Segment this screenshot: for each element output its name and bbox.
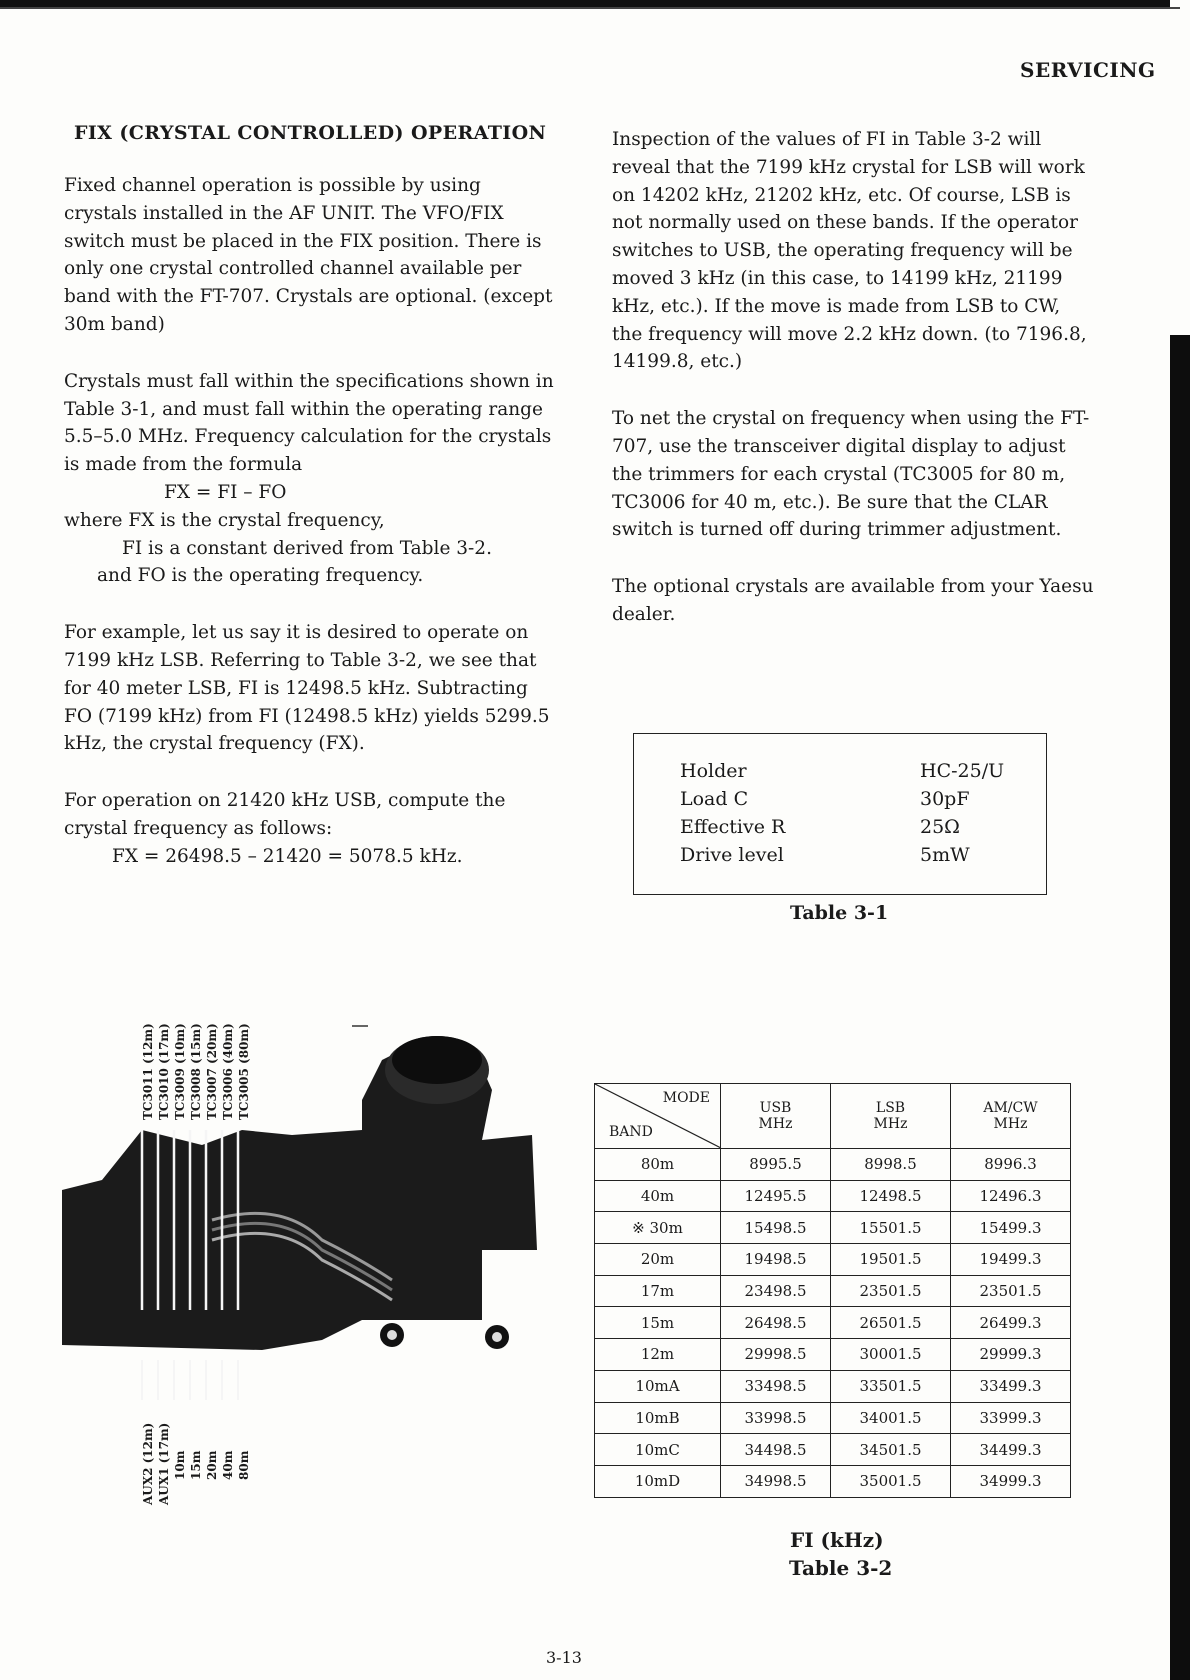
lsb-cell: 34001.5 (831, 1402, 951, 1434)
amcw-cell: 26499.3 (951, 1307, 1071, 1339)
column-header (831, 1084, 951, 1149)
band-cell: 15m (595, 1307, 721, 1339)
trimmer-labels (141, 1010, 271, 1120)
formula-example: FX = 26498.5 – 21420 = 5078.5 kHz. (112, 845, 463, 867)
table-row (595, 1275, 1071, 1307)
lsb-cell: 15501.5 (831, 1212, 951, 1244)
header-unit: MHz (758, 1116, 793, 1132)
band-cell: 20m (595, 1244, 721, 1276)
table-row (595, 1180, 1071, 1212)
amcw-cell: 8996.3 (951, 1149, 1071, 1181)
where-line-1: where FX is the crystal frequency, (64, 509, 385, 531)
crystal-socket-labels (141, 1410, 271, 1505)
band-cell: 80m (595, 1149, 721, 1181)
lsb-cell: 30001.5 (831, 1339, 951, 1371)
table-row (595, 1339, 1071, 1371)
trimmer-label: TC3008 (15m) (189, 1023, 203, 1120)
usb-cell: 19498.5 (721, 1244, 831, 1276)
band-cell: 10mC (595, 1434, 721, 1466)
spec-label: Load C (680, 788, 749, 810)
scan-edge-bar (1170, 335, 1190, 1680)
table-caption: Table 3-1 (790, 902, 889, 924)
usb-cell: 29998.5 (721, 1339, 831, 1371)
lsb-cell: 35001.5 (831, 1465, 951, 1497)
trimmer-label: TC3005 (80m) (237, 1023, 251, 1120)
right-column (612, 126, 1096, 658)
spec-value: 25Ω (920, 816, 960, 838)
lsb-cell: 26501.5 (831, 1307, 951, 1339)
trimmer-label: TC3010 (17m) (157, 1023, 171, 1120)
trimmer-label: TC3007 (20m) (205, 1023, 219, 1120)
band-cell: 12m (595, 1339, 721, 1371)
table-row (595, 1244, 1071, 1276)
column-header (951, 1084, 1071, 1149)
trimmer-label: TC3009 (10m) (173, 1023, 187, 1120)
trimmer-label: TC3006 (40m) (221, 1023, 235, 1120)
paragraph-spec: Crystals must fall within the specifications shown in Table 3-1, and must fall within the operating range 5.5–5.0 MHz. Frequency calculation for the crystals is made from the formula (64, 370, 554, 476)
lsb-cell: 34501.5 (831, 1434, 951, 1466)
top-border-thin (0, 7, 1180, 9)
amcw-cell: 19499.3 (951, 1244, 1071, 1276)
band-cell: 10mA (595, 1370, 721, 1402)
formula: FX = FI – FO (164, 481, 287, 503)
band-cell: 40m (595, 1180, 721, 1212)
amcw-cell: 34999.3 (951, 1465, 1071, 1497)
spec-value: 30pF (920, 788, 970, 810)
table-row (595, 1465, 1071, 1497)
table-row (595, 1307, 1071, 1339)
header-unit: MHz (873, 1116, 908, 1132)
top-border (0, 0, 1170, 7)
lsb-cell: 12498.5 (831, 1180, 951, 1212)
amcw-cell: 33999.3 (951, 1402, 1071, 1434)
amcw-cell: 29999.3 (951, 1339, 1071, 1371)
spec-value: HC-25/U (920, 760, 1005, 782)
band-cell: ※ 30m (595, 1212, 721, 1244)
header-mode: AM/CW (983, 1100, 1038, 1116)
where-line-2: FI is a constant derived from Table 3-2. (122, 537, 492, 559)
table-row (595, 1434, 1071, 1466)
paragraph-intro: Fixed channel operation is possible by using crystals installed in the AF UNIT. The VFO/FIX switch must be placed in the FIX position. There is only one crystal controlled channel available per band with the FT-707. Crystals are optional. (except 30m band) (64, 175, 553, 335)
amcw-cell: 33499.3 (951, 1370, 1071, 1402)
usb-cell: 15498.5 (721, 1212, 831, 1244)
usb-cell: 34998.5 (721, 1465, 831, 1497)
header-unit: MHz (993, 1116, 1028, 1132)
band-cell: 10mD (595, 1465, 721, 1497)
usb-cell: 8995.5 (721, 1149, 831, 1181)
usb-cell: 33998.5 (721, 1402, 831, 1434)
table-row (595, 1149, 1071, 1181)
socket-label: 20m (205, 1450, 219, 1480)
socket-label: AUX2 (12m) (141, 1422, 155, 1505)
table-row (595, 1370, 1071, 1402)
paragraph-netting: To net the crystal on frequency when using the FT-707, use the transceiver digital display to adjust the trimmers for each crystal (TC3005 for 80 m, TC3006 for 40 m, etc.). Be sure that the CLAR switch is turned off during trimmer adjustment. (612, 408, 1090, 541)
socket-label: 15m (189, 1450, 203, 1480)
amcw-cell: 12496.3 (951, 1180, 1071, 1212)
paragraph-usb: For operation on 21420 kHz USB, compute the crystal frequency as follows: (64, 790, 506, 839)
lsb-cell: 33501.5 (831, 1370, 951, 1402)
lsb-cell: 23501.5 (831, 1275, 951, 1307)
band-cell: 10mB (595, 1402, 721, 1434)
socket-label: 40m (221, 1450, 235, 1480)
crystal-spec-table (633, 733, 1047, 895)
spec-value: 5mW (920, 844, 970, 866)
page-number: 3-13 (546, 1648, 582, 1667)
spec-label: Effective R (680, 816, 786, 838)
section-title: FIX (CRYSTAL CONTROLLED) OPERATION (74, 122, 547, 144)
spec-label: Holder (680, 760, 747, 782)
paragraph-availability: The optional crystals are available from your Yaesu dealer. (612, 576, 1094, 625)
corner-band-label: BAND (609, 1124, 653, 1140)
amcw-cell: 15499.3 (951, 1212, 1071, 1244)
table-row (595, 1212, 1071, 1244)
usb-cell: 34498.5 (721, 1434, 831, 1466)
where-line-3: and FO is the operating frequency. (97, 565, 424, 587)
socket-label: 10m (173, 1450, 187, 1480)
socket-label: AUX1 (17m) (157, 1422, 171, 1505)
band-cell: 17m (595, 1275, 721, 1307)
usb-cell: 33498.5 (721, 1370, 831, 1402)
header-mode: USB (759, 1100, 792, 1116)
lsb-cell: 19501.5 (831, 1244, 951, 1276)
column-header (721, 1084, 831, 1149)
amcw-cell: 23501.5 (951, 1275, 1071, 1307)
table-row (595, 1402, 1071, 1434)
amcw-cell: 34499.3 (951, 1434, 1071, 1466)
paragraph-example: For example, let us say it is desired to operate on 7199 kHz LSB. Referring to Table 3-2, we see that for 40 meter LSB, FI is 12498.5 kHz. Subtracting FO (7199 kHz) from FI (12498.5 kHz) yields 5299.5 kHz, the crystal frequency (FX). (64, 622, 550, 755)
lsb-cell: 8998.5 (831, 1149, 951, 1181)
crystal-frequency-table (594, 1083, 1071, 1498)
corner-mode-label: MODE (662, 1090, 710, 1106)
usb-cell: 26498.5 (721, 1307, 831, 1339)
usb-cell: 23498.5 (721, 1275, 831, 1307)
table-header-row (595, 1084, 1071, 1149)
socket-label: 80m (237, 1450, 251, 1480)
spec-label: Drive level (680, 844, 784, 866)
left-column (64, 172, 554, 871)
usb-cell: 12495.5 (721, 1180, 831, 1212)
corner-header (595, 1084, 721, 1149)
table-unit-caption: FI (kHz) (790, 1528, 884, 1552)
table-caption: Table 3-2 (789, 1556, 893, 1580)
header-mode: LSB (875, 1100, 906, 1116)
trimmer-label: TC3011 (12m) (141, 1023, 155, 1120)
paragraph-inspection: Inspection of the values of FI in Table 3-2 will reveal that the 7199 kHz crystal for LSB will work on 14202 kHz, 21202 kHz, etc. Of course, LSB is not normally used on these bands. If the operator switches to USB, the operating frequency will be moved 3 kHz (in this case, to 14199 kHz, 21199 kHz, etc.). If the move is made from LSB to CW, the frequency will move 2.2 kHz down. (to 7196.8, 14199.8, etc.) (612, 129, 1087, 373)
section-header: SERVICING (1020, 58, 1156, 82)
af-unit-photo (62, 1010, 542, 1400)
